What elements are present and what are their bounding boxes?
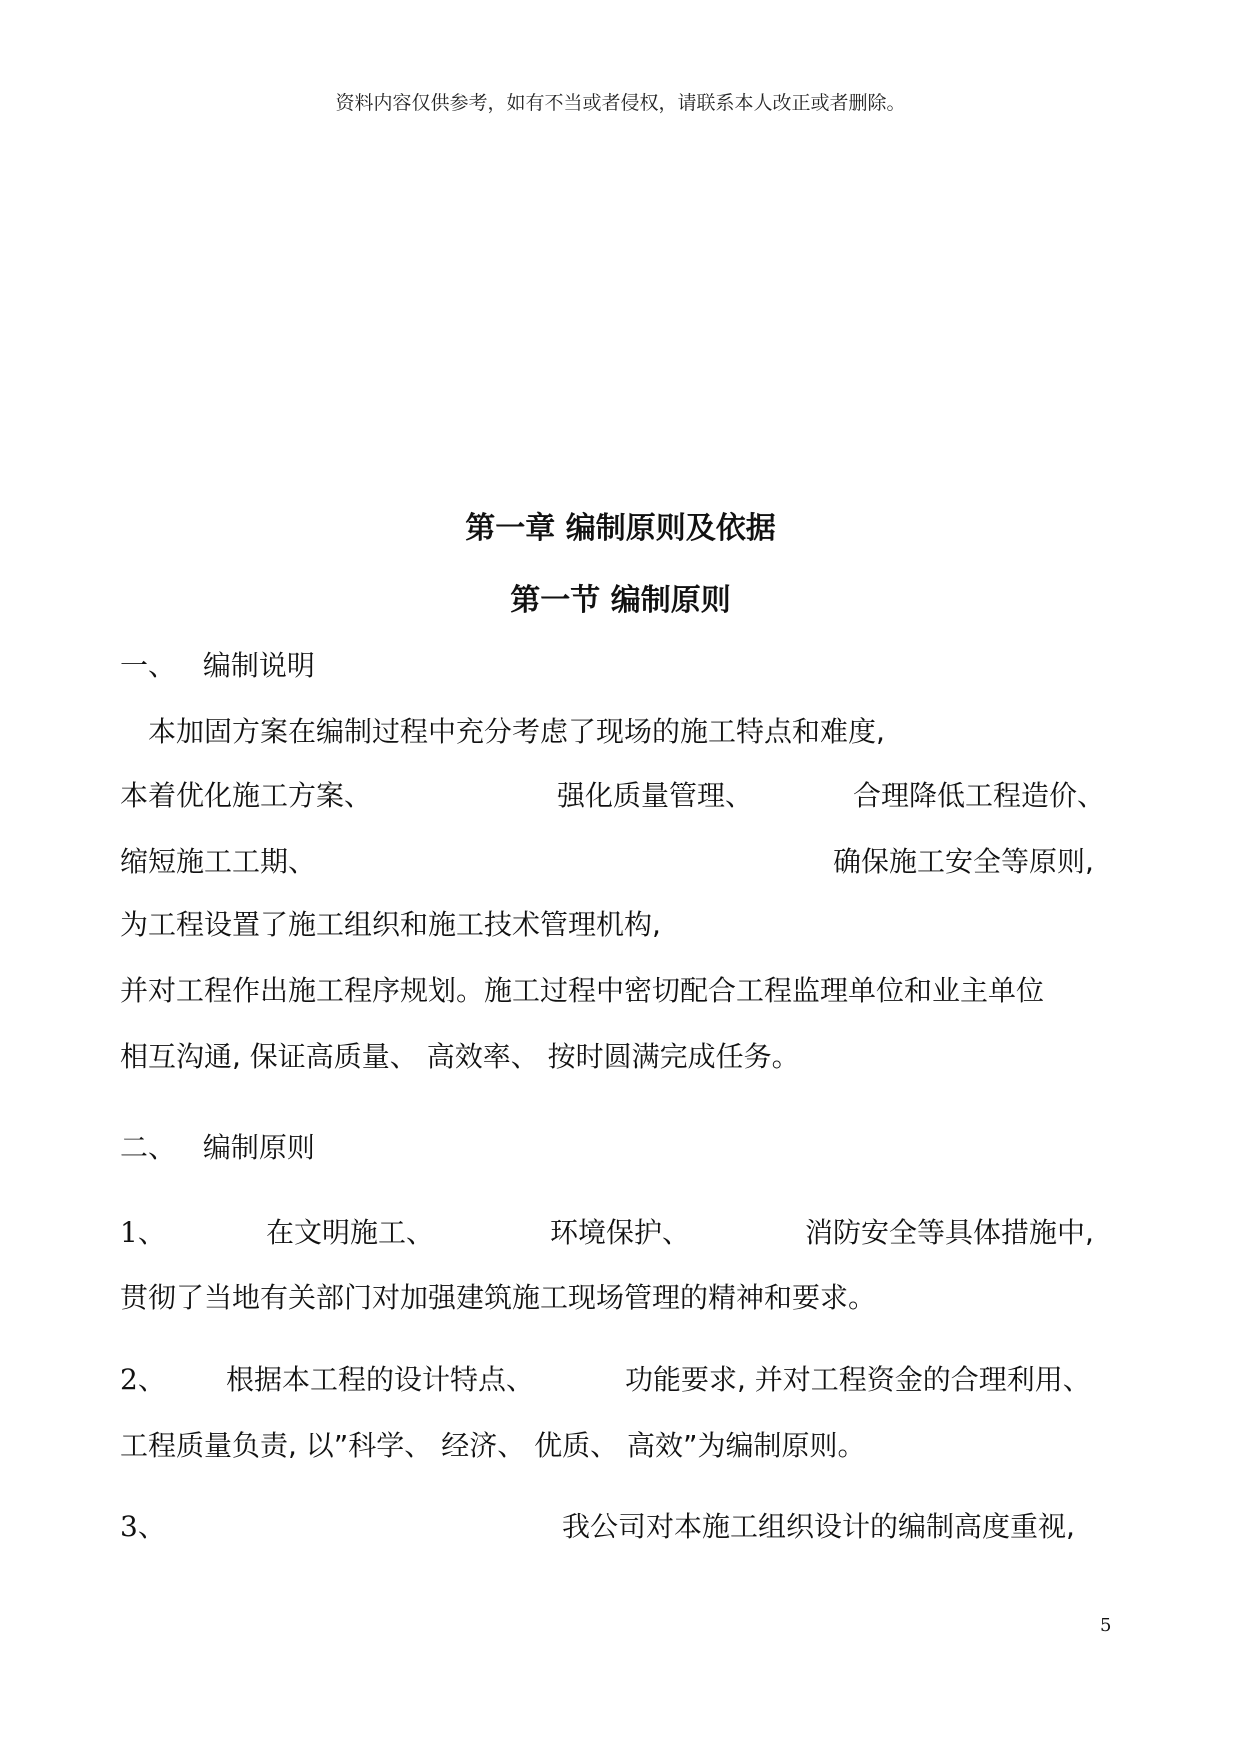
text-segment: 根据本工程的设计特点、: [226, 1363, 535, 1396]
item-2-line: [120, 1360, 1121, 1400]
text-segment: 缩短施工工期、: [120, 845, 317, 878]
page-number: 5: [1100, 1615, 1112, 1636]
part1-heading: [120, 646, 1121, 686]
part2-heading-number: 二、: [120, 1131, 177, 1164]
item-1-line: [120, 1213, 1121, 1253]
text-segment: 合理降低工程造价、: [853, 779, 1106, 812]
section-title: 第一节 编制原则: [510, 583, 731, 618]
item-2-number: 2、: [120, 1363, 166, 1396]
text-segment: 功能要求, 并对工程资金的合理利用、: [625, 1363, 1091, 1396]
paragraph-line: [120, 842, 1121, 882]
part2-heading: [120, 1128, 1121, 1168]
paragraph-line: [120, 776, 1121, 816]
paragraph-line: 本加固方案在编制过程中充分考虑了现场的施工特点和难度,: [148, 715, 885, 748]
part1-heading-text: 编制说明: [202, 649, 315, 682]
paragraph-line: 为工程设置了施工组织和施工技术管理机构,: [120, 908, 661, 941]
text-segment: 我公司对本施工组织设计的编制高度重视,: [562, 1510, 1075, 1543]
text-segment: 本着优化施工方案、: [120, 779, 373, 812]
text-segment: 确保施工安全等原则,: [833, 845, 1094, 878]
text-segment: 环境保护、: [550, 1216, 691, 1249]
paragraph-line: 相互沟通, 保证高质量、 高效率、 按时圆满完成任务。: [120, 1040, 800, 1073]
text-segment: 强化质量管理、: [557, 779, 754, 812]
text-segment: 消防安全等具体措施中,: [805, 1216, 1094, 1249]
paragraph-line: 贯彻了当地有关部门对加强建筑施工现场管理的精神和要求。: [120, 1281, 877, 1314]
item-1-number: 1、: [120, 1216, 166, 1249]
item-3-number: 3、: [120, 1510, 166, 1543]
header-disclaimer: 资料内容仅供参考，如有不当或者侵权，请联系本人改正或者删除。: [335, 92, 906, 114]
item-3-line: [120, 1507, 1121, 1547]
paragraph-line: 并对工程作出施工程序规划。施工过程中密切配合工程监理单位和业主单位: [120, 974, 1045, 1007]
part1-heading-number: 一、: [120, 649, 177, 682]
text-segment: 在文明施工、: [266, 1216, 435, 1249]
paragraph-line: 工程质量负责, 以”科学、 经济、 优质、 高效”为编制原则。: [120, 1429, 866, 1462]
part2-heading-text: 编制原则: [202, 1131, 315, 1164]
chapter-title: 第一章 编制原则及依据: [465, 511, 776, 546]
